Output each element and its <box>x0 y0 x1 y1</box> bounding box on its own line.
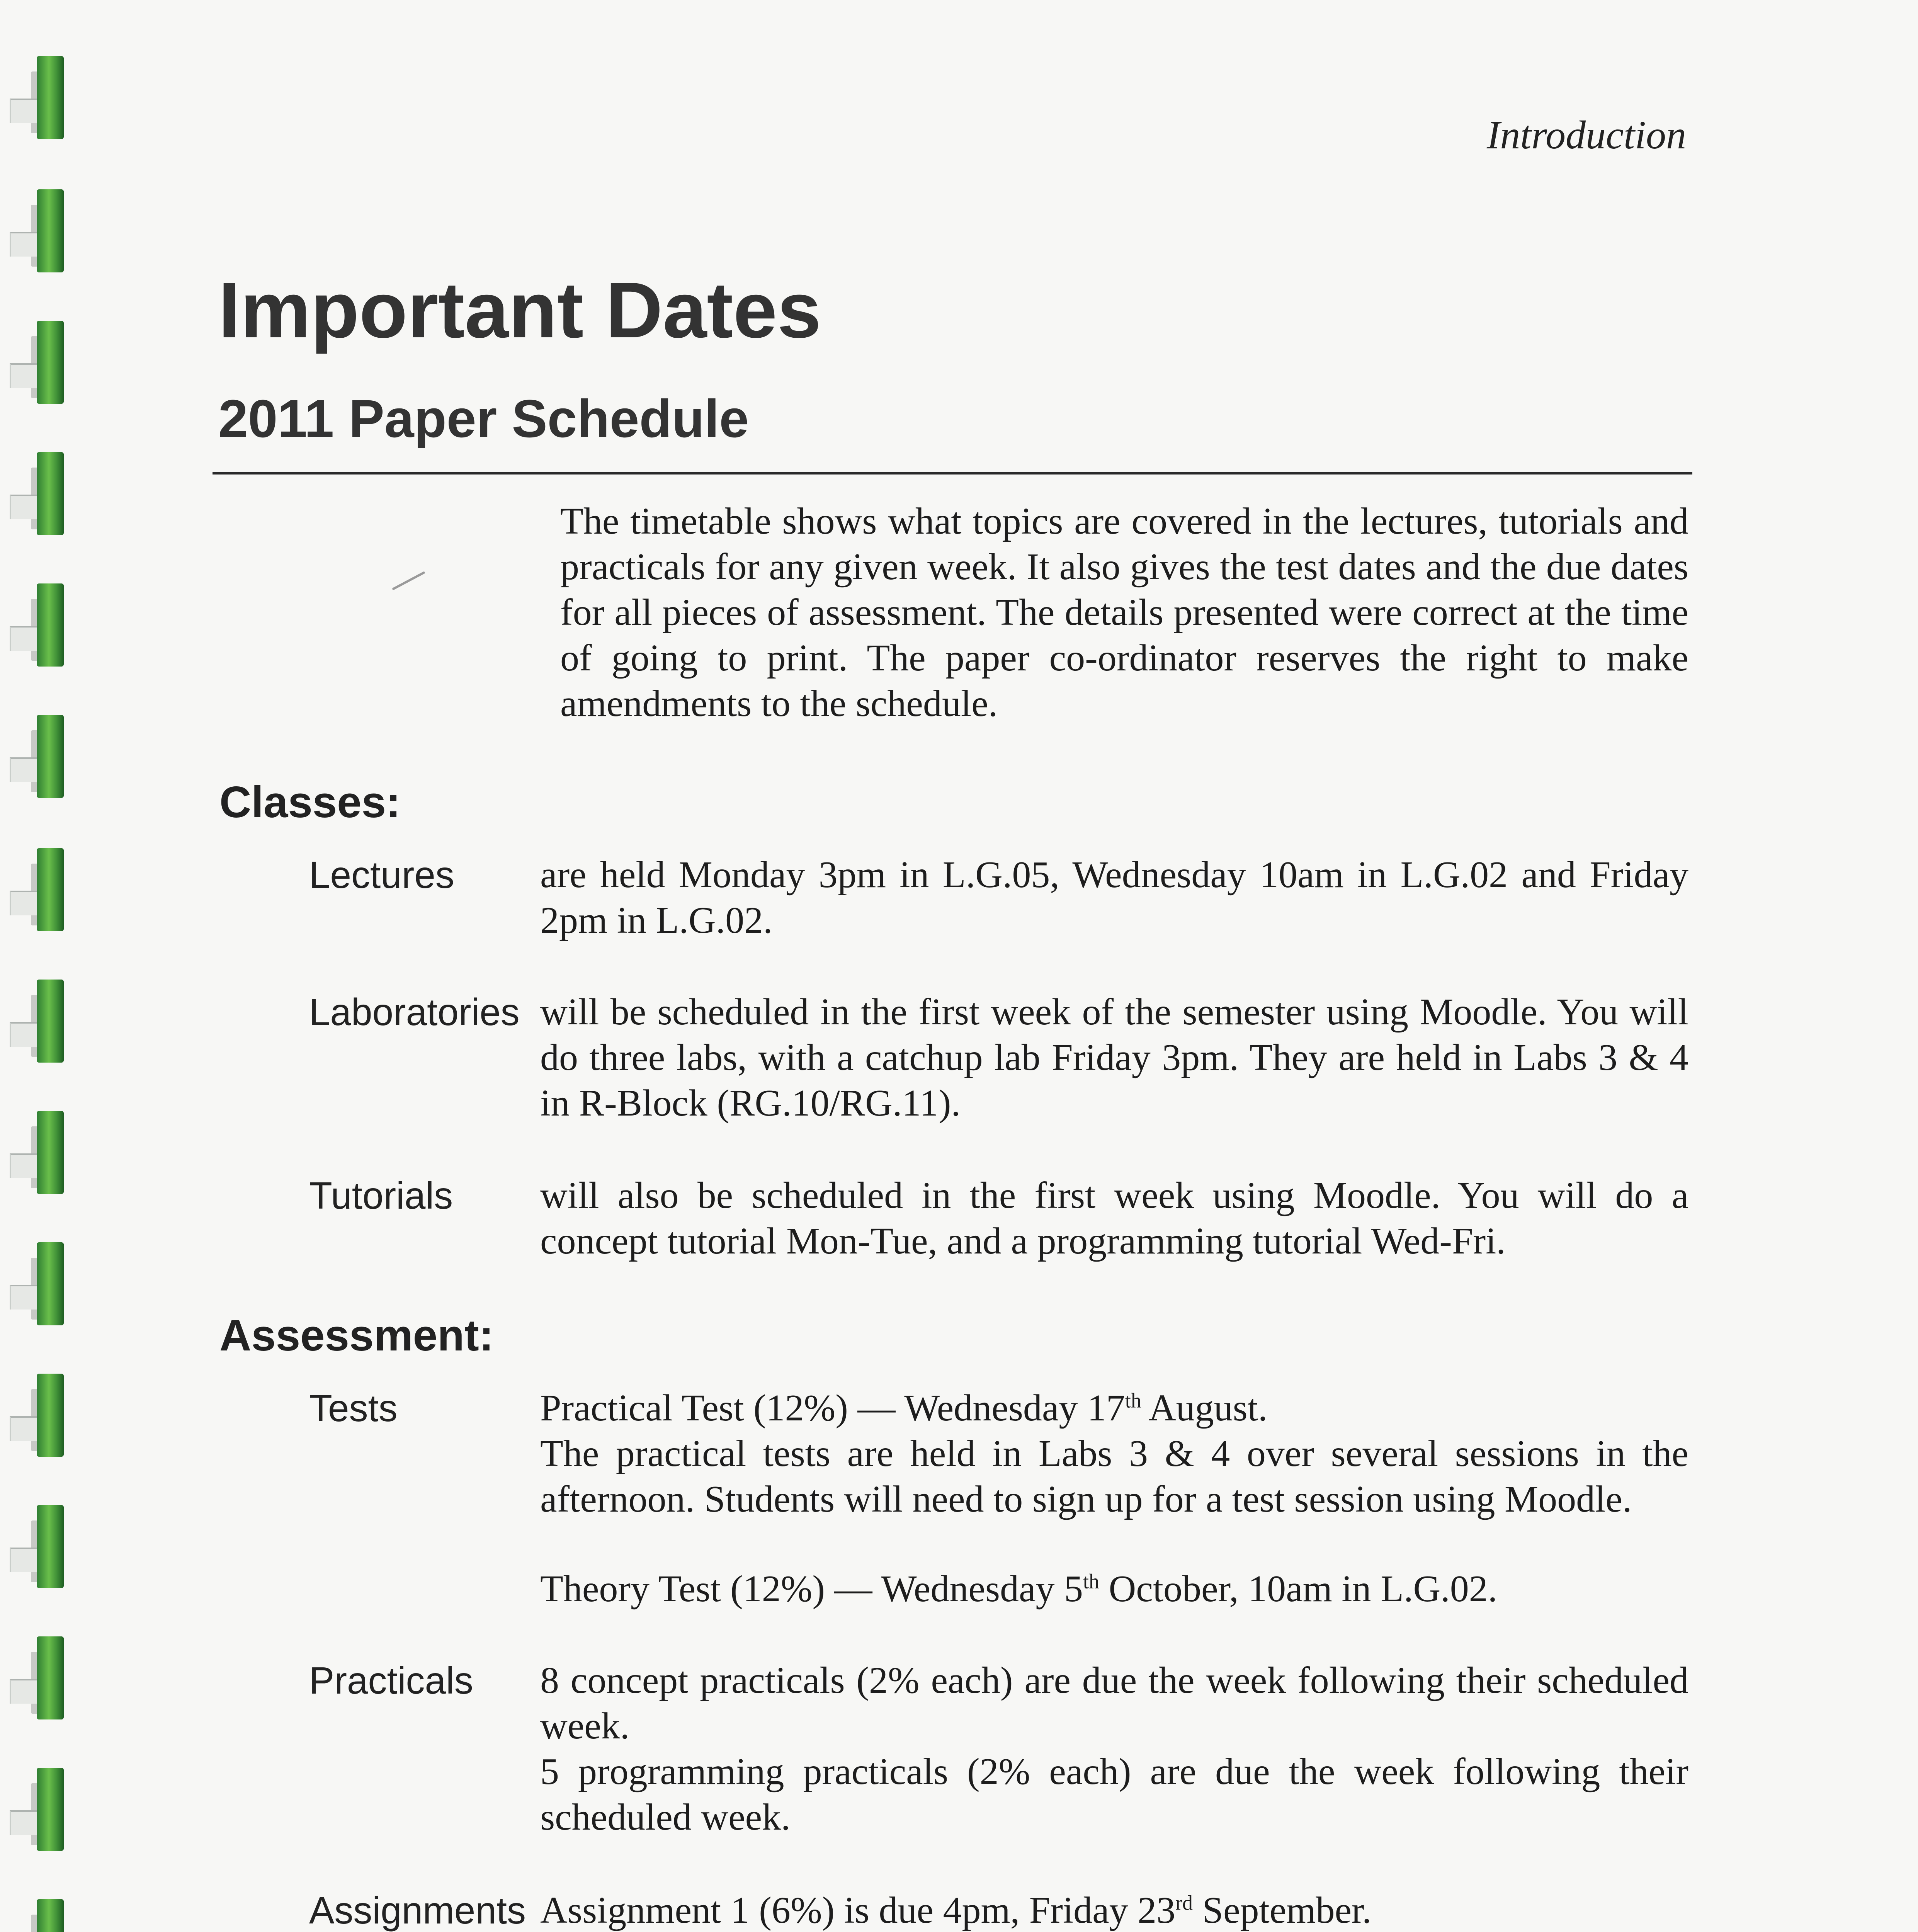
binding-ring <box>37 452 64 535</box>
title-rule <box>213 472 1692 474</box>
spiral-binding <box>0 0 77 1932</box>
section-heading-assessment: Assessment: <box>219 1311 494 1360</box>
assignment-1: Assignment 1 (6%) is due 4pm, Friday 23rd September. <box>540 1889 1372 1931</box>
binding-ring <box>37 1899 64 1932</box>
label-assignments: Assignments <box>309 1889 526 1932</box>
binding-ring <box>37 1505 64 1588</box>
page-subtitle: 2011 Paper Schedule <box>218 389 749 449</box>
binding-ring <box>37 1242 64 1325</box>
intro-paragraph: The timetable shows what topics are covered in the lectures, tutorials and practicals for any given week. It also gives the test dates and the due dates for all pieces of assessment. The details presented were correct at the time of going to print. The paper co-ordinator reserves the right to make amendments to the schedule. <box>560 500 1688 724</box>
label-lectures: Lectures <box>309 854 454 896</box>
practical-test-line: Practical Test (12%) — Wednesday 17th August. <box>540 1387 1268 1429</box>
label-tests: Tests <box>309 1387 398 1429</box>
binding-ring <box>37 980 64 1063</box>
binding-ring <box>37 583 64 667</box>
running-header: Introduction <box>1486 113 1686 157</box>
programming-practicals: 5 programming practicals (2% each) are due the week following their scheduled week. <box>540 1751 1688 1838</box>
label-laboratories: Laboratories <box>309 991 520 1033</box>
binding-ring <box>37 1111 64 1194</box>
text-laboratories: will be scheduled in the first week of the semester using Moodle. You will do three labs, with a catchup lab Friday 3pm. They are held in Labs 3 & 4 in R-Block (RG.10/RG.11). <box>540 991 1688 1124</box>
binding-ring <box>37 321 64 404</box>
page-title: Important Dates <box>218 266 821 354</box>
text-tests <box>540 1385 1688 1612</box>
theory-test-line: Theory Test (12%) — Wednesday 5th October, 10am in L.G.02. <box>540 1568 1498 1610</box>
binding-ring <box>37 715 64 798</box>
text-practicals <box>540 1658 1688 1840</box>
pen-mark <box>392 571 425 590</box>
binding-ring <box>37 1768 64 1851</box>
text-assignments <box>540 1888 1688 1932</box>
binding-ring <box>37 56 64 139</box>
practical-test-detail: The practical tests are held in Labs 3 & 4 over several sessions in the afternoon. Students will need to sign up for a test session using Moodle. <box>540 1433 1688 1520</box>
binding-ring <box>37 1636 64 1719</box>
binding-ring <box>37 1374 64 1457</box>
text-lectures: are held Monday 3pm in L.G.05, Wednesday 10am in L.G.02 and Friday 2pm in L.G.02. <box>540 854 1688 941</box>
label-tutorials: Tutorials <box>309 1174 453 1217</box>
section-heading-classes: Classes: <box>219 778 401 827</box>
concept-practicals: 8 concept practicals (2% each) are due the week following their scheduled week. <box>540 1660 1688 1747</box>
binding-ring <box>37 848 64 931</box>
text-tutorials: will also be scheduled in the first week using Moodle. You will do a concept tutorial Mon-Tue, and a programming tutorial Wed-Fri. <box>540 1175 1688 1262</box>
label-practicals: Practicals <box>309 1659 473 1702</box>
binding-ring <box>37 189 64 272</box>
